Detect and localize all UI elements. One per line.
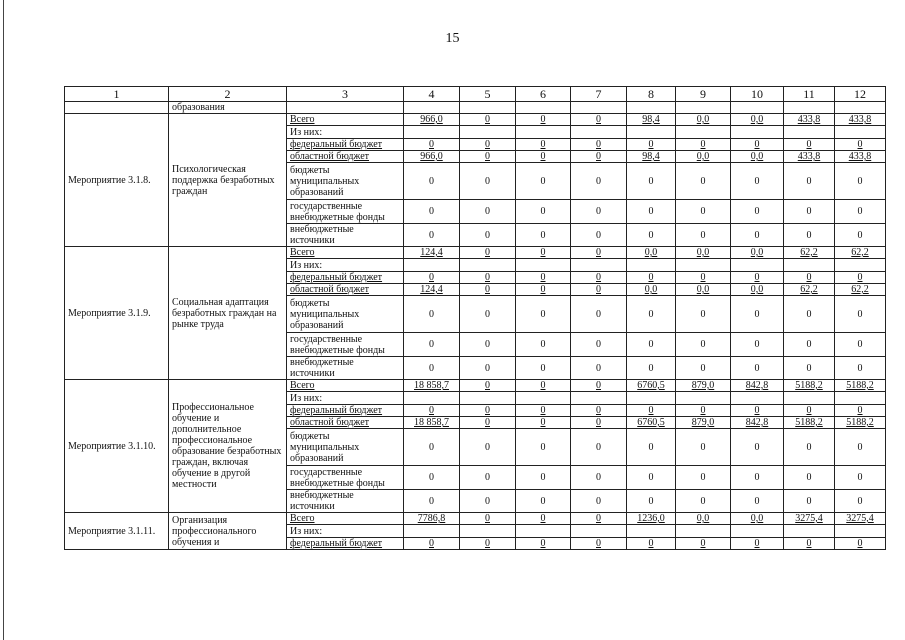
empty-cell — [731, 525, 784, 538]
value-cell: 0 — [460, 466, 516, 490]
measure-name: Психологическая поддержка безработных граждан — [169, 114, 287, 247]
table-row — [65, 380, 886, 392]
value-cell: 0 — [835, 163, 886, 200]
empty-cell — [835, 259, 886, 272]
value-cell: 0 — [731, 296, 784, 333]
value-cell: 966,0 — [404, 151, 460, 163]
empty-cell — [404, 525, 460, 538]
value-cell: 0 — [516, 139, 571, 151]
value-cell: 0,0 — [731, 151, 784, 163]
value-cell: 0 — [516, 224, 571, 247]
value-cell: 0,0 — [731, 114, 784, 126]
empty-cell — [731, 102, 784, 114]
value-cell: 6760,5 — [627, 417, 676, 429]
value-cell: 0 — [516, 247, 571, 259]
continuation-row — [65, 102, 886, 114]
empty-cell — [676, 126, 731, 139]
value-cell: 0 — [404, 538, 460, 550]
value-cell: 0 — [731, 224, 784, 247]
value-cell: 0 — [571, 333, 627, 357]
column-header: 7 — [571, 87, 627, 102]
value-cell: 0 — [571, 405, 627, 417]
value-cell: 0 — [835, 139, 886, 151]
value-cell: 0 — [835, 429, 886, 466]
value-cell: 3275,4 — [784, 513, 835, 525]
column-header: 3 — [287, 87, 404, 102]
empty-cell — [784, 102, 835, 114]
value-cell: 0 — [835, 490, 886, 513]
value-cell: 0,0 — [676, 284, 731, 296]
value-cell: 0 — [404, 224, 460, 247]
funding-source-label: Из них: — [287, 259, 404, 272]
value-cell: 0 — [676, 357, 731, 380]
value-cell: 0 — [571, 429, 627, 466]
empty-cell — [731, 126, 784, 139]
column-header: 1 — [65, 87, 169, 102]
value-cell: 0 — [404, 163, 460, 200]
funding-source-label: федеральный бюджет — [287, 538, 404, 550]
value-cell: 0 — [731, 405, 784, 417]
value-cell: 0 — [731, 163, 784, 200]
value-cell: 7786,8 — [404, 513, 460, 525]
value-cell: 0 — [676, 429, 731, 466]
value-cell: 433,8 — [784, 114, 835, 126]
value-cell: 0 — [627, 538, 676, 550]
value-cell: 0 — [516, 200, 571, 224]
value-cell: 0,0 — [676, 513, 731, 525]
column-header: 4 — [404, 87, 460, 102]
value-cell: 0 — [460, 272, 516, 284]
value-cell: 0 — [516, 417, 571, 429]
value-cell: 0 — [731, 272, 784, 284]
funding-source-label: Всего — [287, 247, 404, 259]
value-cell: 0 — [835, 466, 886, 490]
value-cell: 842,8 — [731, 380, 784, 392]
value-cell: 0 — [460, 247, 516, 259]
value-cell: 0 — [731, 429, 784, 466]
value-cell: 0 — [516, 429, 571, 466]
empty-cell — [731, 392, 784, 405]
value-cell: 0 — [571, 284, 627, 296]
funding-source-label: государственные внебюджетные фонды — [287, 466, 404, 490]
value-cell: 0 — [516, 466, 571, 490]
value-cell: 0 — [571, 151, 627, 163]
table-row — [65, 114, 886, 126]
funding-source-label: бюджеты муниципальных образований — [287, 296, 404, 333]
empty-cell — [676, 102, 731, 114]
value-cell: 0 — [460, 405, 516, 417]
value-cell: 0 — [460, 538, 516, 550]
value-cell: 0 — [571, 296, 627, 333]
empty-cell — [516, 126, 571, 139]
empty-cell — [571, 126, 627, 139]
empty-cell — [627, 259, 676, 272]
value-cell: 842,8 — [731, 417, 784, 429]
value-cell: 0 — [784, 357, 835, 380]
column-header: 5 — [460, 87, 516, 102]
value-cell: 0 — [516, 114, 571, 126]
measure-code: Мероприятие 3.1.8. — [65, 114, 169, 247]
empty-cell — [571, 259, 627, 272]
value-cell: 124,4 — [404, 247, 460, 259]
value-cell: 0 — [835, 200, 886, 224]
value-cell: 0 — [516, 284, 571, 296]
column-header: 10 — [731, 87, 784, 102]
empty-cell — [516, 392, 571, 405]
value-cell: 6760,5 — [627, 380, 676, 392]
funding-source-label: федеральный бюджет — [287, 139, 404, 151]
empty-cell — [676, 525, 731, 538]
value-cell: 0,0 — [676, 151, 731, 163]
value-cell: 0 — [731, 357, 784, 380]
value-cell: 0 — [627, 139, 676, 151]
page-margin-line — [3, 0, 4, 640]
value-cell: 0,0 — [731, 513, 784, 525]
funding-source-label: бюджеты муниципальных образований — [287, 163, 404, 200]
value-cell: 0 — [731, 538, 784, 550]
value-cell: 0 — [784, 272, 835, 284]
value-cell: 0 — [460, 151, 516, 163]
funding-source-label: областной бюджет — [287, 151, 404, 163]
value-cell: 0 — [571, 357, 627, 380]
funding-source-label: внебюджетные источники — [287, 490, 404, 513]
empty-cell — [731, 259, 784, 272]
empty-cell — [784, 126, 835, 139]
empty-cell — [627, 525, 676, 538]
value-cell: 0 — [571, 224, 627, 247]
value-cell: 0 — [516, 357, 571, 380]
empty-cell — [835, 126, 886, 139]
value-cell: 5188,2 — [784, 380, 835, 392]
value-cell: 0,0 — [676, 114, 731, 126]
funding-source-label: Всего — [287, 513, 404, 525]
value-cell: 0 — [784, 405, 835, 417]
funding-source-label: Из них: — [287, 126, 404, 139]
value-cell: 0 — [571, 139, 627, 151]
value-cell: 0 — [404, 466, 460, 490]
value-cell: 0 — [676, 139, 731, 151]
funding-source-label: внебюджетные источники — [287, 357, 404, 380]
value-cell: 0,0 — [627, 284, 676, 296]
value-cell: 0 — [835, 538, 886, 550]
value-cell: 62,2 — [835, 284, 886, 296]
table-row — [65, 513, 886, 525]
value-cell: 124,4 — [404, 284, 460, 296]
value-cell: 0 — [460, 163, 516, 200]
empty-cell — [571, 102, 627, 114]
value-cell: 0 — [627, 200, 676, 224]
column-header: 9 — [676, 87, 731, 102]
value-cell: 879,0 — [676, 380, 731, 392]
value-cell: 0 — [516, 151, 571, 163]
funding-source-label: областной бюджет — [287, 284, 404, 296]
value-cell: 0 — [571, 114, 627, 126]
measure-code: Мероприятие 3.1.11. — [65, 513, 169, 550]
empty-cell — [784, 392, 835, 405]
empty-cell — [571, 392, 627, 405]
value-cell: 0 — [571, 272, 627, 284]
value-cell: 0 — [731, 139, 784, 151]
value-cell: 0 — [404, 200, 460, 224]
measure-code: Мероприятие 3.1.10. — [65, 380, 169, 513]
value-cell: 0 — [676, 538, 731, 550]
value-cell: 0 — [627, 466, 676, 490]
funding-source-label: государственные внебюджетные фонды — [287, 333, 404, 357]
value-cell: 1236,0 — [627, 513, 676, 525]
funding-source-label: внебюджетные источники — [287, 224, 404, 247]
value-cell: 0 — [571, 417, 627, 429]
value-cell: 62,2 — [835, 247, 886, 259]
value-cell: 0 — [627, 405, 676, 417]
empty-cell — [460, 126, 516, 139]
value-cell: 0 — [460, 380, 516, 392]
measure-code-cell — [65, 102, 169, 114]
empty-cell — [287, 102, 404, 114]
value-cell: 0 — [784, 139, 835, 151]
empty-cell — [404, 102, 460, 114]
value-cell: 0 — [627, 272, 676, 284]
header-row — [65, 87, 886, 102]
value-cell: 433,8 — [835, 114, 886, 126]
value-cell: 0 — [460, 284, 516, 296]
value-cell: 0 — [627, 490, 676, 513]
value-cell: 0 — [516, 538, 571, 550]
value-cell: 0 — [784, 224, 835, 247]
value-cell: 62,2 — [784, 247, 835, 259]
value-cell: 0 — [404, 272, 460, 284]
empty-cell — [835, 102, 886, 114]
value-cell: 0 — [731, 200, 784, 224]
value-cell: 0 — [627, 224, 676, 247]
empty-cell — [835, 525, 886, 538]
value-cell: 0 — [516, 513, 571, 525]
value-cell: 98,4 — [627, 151, 676, 163]
value-cell: 0 — [627, 429, 676, 466]
value-cell: 0 — [516, 380, 571, 392]
value-cell: 0 — [784, 296, 835, 333]
value-cell: 0 — [676, 200, 731, 224]
funding-table — [64, 86, 886, 550]
value-cell: 0 — [460, 333, 516, 357]
value-cell: 0 — [835, 296, 886, 333]
value-cell: 0 — [404, 429, 460, 466]
empty-cell — [404, 392, 460, 405]
value-cell: 5188,2 — [835, 417, 886, 429]
funding-source-label: областной бюджет — [287, 417, 404, 429]
value-cell: 0 — [460, 429, 516, 466]
value-cell: 0 — [571, 466, 627, 490]
value-cell: 0 — [676, 296, 731, 333]
value-cell: 5188,2 — [784, 417, 835, 429]
value-cell: 0,0 — [731, 247, 784, 259]
value-cell: 433,8 — [784, 151, 835, 163]
funding-source-label: федеральный бюджет — [287, 405, 404, 417]
value-cell: 0,0 — [731, 284, 784, 296]
value-cell: 0 — [835, 405, 886, 417]
empty-cell — [460, 525, 516, 538]
value-cell: 0 — [784, 333, 835, 357]
empty-cell — [460, 259, 516, 272]
value-cell: 3275,4 — [835, 513, 886, 525]
value-cell: 0 — [404, 296, 460, 333]
funding-source-label: Из них: — [287, 392, 404, 405]
value-cell: 0 — [571, 247, 627, 259]
value-cell: 0 — [460, 296, 516, 333]
empty-cell — [835, 392, 886, 405]
value-cell: 0 — [516, 405, 571, 417]
value-cell: 0 — [460, 139, 516, 151]
value-cell: 0 — [516, 490, 571, 513]
empty-cell — [627, 102, 676, 114]
value-cell: 0 — [404, 490, 460, 513]
value-cell: 0 — [460, 114, 516, 126]
value-cell: 0 — [404, 333, 460, 357]
empty-cell — [784, 525, 835, 538]
measure-name: Организация профессионального обучения и — [169, 513, 287, 550]
value-cell: 0 — [835, 333, 886, 357]
value-cell: 0 — [404, 405, 460, 417]
empty-cell — [460, 102, 516, 114]
empty-cell — [627, 126, 676, 139]
value-cell: 0 — [460, 200, 516, 224]
table-body — [65, 87, 886, 550]
funding-source-label: Из них: — [287, 525, 404, 538]
value-cell: 5188,2 — [835, 380, 886, 392]
value-cell: 62,2 — [784, 284, 835, 296]
value-cell: 0 — [676, 405, 731, 417]
value-cell: 0 — [676, 224, 731, 247]
value-cell: 0 — [731, 490, 784, 513]
value-cell: 0,0 — [627, 247, 676, 259]
empty-cell — [404, 126, 460, 139]
value-cell: 0 — [784, 466, 835, 490]
value-cell: 0 — [835, 272, 886, 284]
value-cell: 0 — [516, 333, 571, 357]
measure-name: Профессиональное обучение и дополнительное профессиональное образование безработных граждан, включая обучение в другой местности — [169, 380, 287, 513]
value-cell: 0 — [516, 296, 571, 333]
value-cell: 0 — [460, 490, 516, 513]
value-cell: 0 — [627, 163, 676, 200]
empty-cell — [627, 392, 676, 405]
empty-cell — [784, 259, 835, 272]
value-cell: 0 — [460, 224, 516, 247]
value-cell: 0 — [627, 333, 676, 357]
value-cell: 0 — [676, 272, 731, 284]
value-cell: 0 — [784, 163, 835, 200]
empty-cell — [404, 259, 460, 272]
value-cell: 98,4 — [627, 114, 676, 126]
funding-source-label: Всего — [287, 114, 404, 126]
value-cell: 0 — [784, 429, 835, 466]
value-cell: 0 — [571, 380, 627, 392]
column-header: 6 — [516, 87, 571, 102]
empty-cell — [571, 525, 627, 538]
value-cell: 0 — [784, 538, 835, 550]
value-cell: 966,0 — [404, 114, 460, 126]
funding-source-label: федеральный бюджет — [287, 272, 404, 284]
value-cell: 0 — [460, 417, 516, 429]
page-number: 15 — [445, 31, 460, 46]
value-cell: 0 — [404, 139, 460, 151]
value-cell: 0 — [784, 490, 835, 513]
empty-cell — [676, 259, 731, 272]
value-cell: 0 — [516, 272, 571, 284]
value-cell: 0 — [516, 163, 571, 200]
value-cell: 879,0 — [676, 417, 731, 429]
value-cell: 0 — [731, 466, 784, 490]
value-cell: 0 — [571, 513, 627, 525]
empty-cell — [516, 525, 571, 538]
continuation-text: образования — [169, 102, 287, 114]
value-cell: 0 — [460, 513, 516, 525]
value-cell: 0 — [571, 200, 627, 224]
value-cell: 0 — [571, 163, 627, 200]
value-cell: 0 — [676, 490, 731, 513]
value-cell: 0 — [731, 333, 784, 357]
value-cell: 0 — [835, 357, 886, 380]
column-header: 11 — [784, 87, 835, 102]
value-cell: 0 — [460, 357, 516, 380]
empty-cell — [460, 392, 516, 405]
funding-source-label: государственные внебюджетные фонды — [287, 200, 404, 224]
value-cell: 18 858,7 — [404, 380, 460, 392]
column-header: 12 — [835, 87, 886, 102]
value-cell: 0 — [676, 163, 731, 200]
measure-name: Социальная адаптация безработных граждан на рынке труда — [169, 247, 287, 380]
measure-code: Мероприятие 3.1.9. — [65, 247, 169, 380]
value-cell: 0 — [676, 333, 731, 357]
value-cell: 0 — [784, 200, 835, 224]
funding-source-label: бюджеты муниципальных образований — [287, 429, 404, 466]
empty-cell — [516, 102, 571, 114]
funding-source-label: Всего — [287, 380, 404, 392]
value-cell: 0 — [571, 538, 627, 550]
value-cell: 0 — [627, 357, 676, 380]
value-cell: 0 — [676, 466, 731, 490]
value-cell: 0 — [627, 296, 676, 333]
value-cell: 0,0 — [676, 247, 731, 259]
value-cell: 0 — [835, 224, 886, 247]
empty-cell — [676, 392, 731, 405]
value-cell: 0 — [571, 490, 627, 513]
empty-cell — [516, 259, 571, 272]
table-row — [65, 247, 886, 259]
value-cell: 433,8 — [835, 151, 886, 163]
value-cell: 0 — [404, 357, 460, 380]
column-header: 8 — [627, 87, 676, 102]
column-header: 2 — [169, 87, 287, 102]
value-cell: 18 858,7 — [404, 417, 460, 429]
